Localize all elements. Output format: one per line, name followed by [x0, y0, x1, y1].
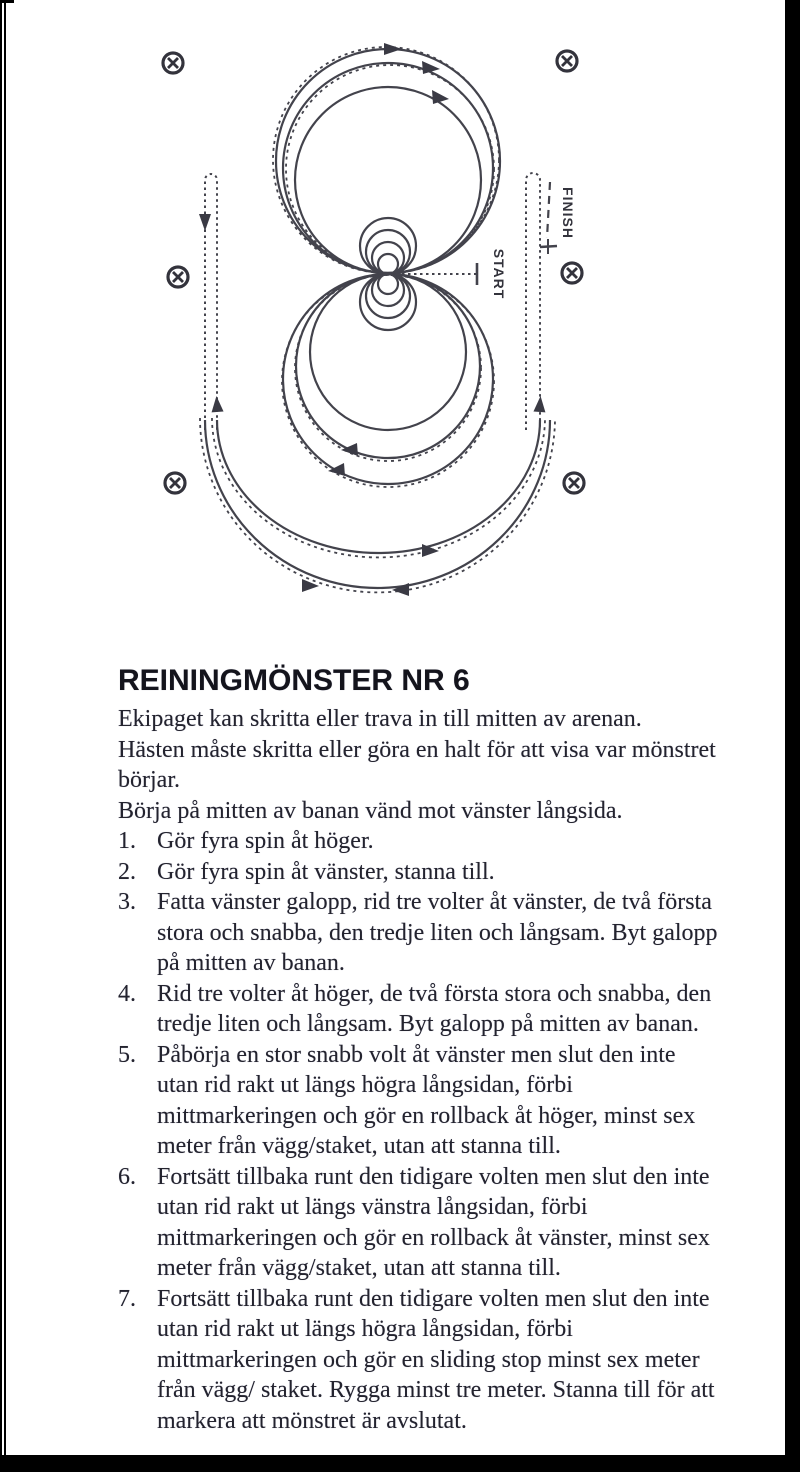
page-title: REININGMÖNSTER NR 6	[118, 664, 470, 697]
pattern-step	[118, 979, 722, 1040]
pattern-step	[118, 887, 722, 979]
pattern-step	[118, 1040, 722, 1162]
arena-marker-icon	[564, 473, 584, 493]
start-callout	[396, 249, 507, 300]
step-text: Gör fyra spin åt vänster, stanna till.	[157, 858, 495, 885]
intro-line: Börja på mitten av banan vänd mot vänster långsida.	[118, 797, 623, 824]
step-text: Fortsätt tillbaka runt den tidigare volten men slut den inte utan rid rakt ut längs högra långsidan, förbi mittmarkeringen och gör en sliding stop minst sex meter från vägg/ staket. Rygga minst tre meter. Stanna till för att markera att mönstret är avslutat.	[157, 1285, 715, 1434]
pattern-step	[118, 1162, 722, 1284]
step-number: 7.	[118, 1285, 136, 1312]
right-longside-rollback-path	[526, 173, 540, 430]
finish-label: FINISH	[560, 187, 576, 239]
intro-paragraphs	[118, 704, 722, 826]
top-circles	[273, 47, 500, 273]
pattern-steps-list	[118, 826, 722, 1436]
pattern-step	[118, 857, 722, 888]
step-number: 3.	[118, 889, 136, 915]
finish-callout	[540, 182, 576, 254]
pattern-instructions	[118, 664, 722, 1436]
step-text: Gör fyra spin åt höger.	[157, 828, 374, 854]
pattern-step	[118, 1284, 722, 1437]
bottom-sweeps	[200, 418, 555, 592]
step-number: 6.	[118, 1163, 136, 1190]
step-number: 5.	[118, 1041, 136, 1068]
reining-pattern-diagram	[0, 0, 800, 660]
pattern-step	[118, 826, 722, 857]
arena-marker-icon	[165, 473, 185, 493]
step-text: Fortsätt tillbaka runt den tidigare volten men slut den inte utan rid rakt ut längs vänstra långsidan, förbi mittmarkeringen och gör en rollback åt vänster, minst sex meter från vägg/staket, utan att stanna till.	[157, 1163, 710, 1281]
left-longside-rollback-path	[205, 174, 217, 430]
start-label: START	[491, 248, 507, 300]
step-text: Fatta vänster galopp, rid tre volter åt vänster, de två första stora och snabba, den tredje liten och långsam. Byt galopp på mitten av banan.	[157, 889, 718, 976]
page-edge-bottom	[0, 1455, 800, 1472]
spin-circles	[360, 218, 416, 330]
arena-marker-icon	[168, 267, 188, 287]
step-number: 1.	[118, 828, 136, 854]
step-number: 2.	[118, 858, 136, 885]
step-text: Rid tre volter åt höger, de två första stora och snabba, den tredje liten och långsam. Byt galopp på mitten av banan.	[157, 980, 712, 1037]
arena-marker-icon	[557, 51, 577, 71]
step-text: Påbörja en stor snabb volt åt vänster men slut den inte utan rid rakt ut längs högra långsidan, förbi mittmarkeringen och gör en rollback åt höger, minst sex meter från vägg/staket, utan att stanna till.	[157, 1041, 696, 1159]
arena-marker-icon	[163, 53, 183, 73]
intro-line: Ekipaget kan skritta eller trava in till mitten av arenan.	[118, 706, 642, 732]
arena-marker-icon	[562, 263, 582, 283]
intro-line: Hästen måste skritta eller göra en halt för att visa var mönstret börjar.	[118, 736, 716, 793]
step-number: 4.	[118, 980, 136, 1007]
